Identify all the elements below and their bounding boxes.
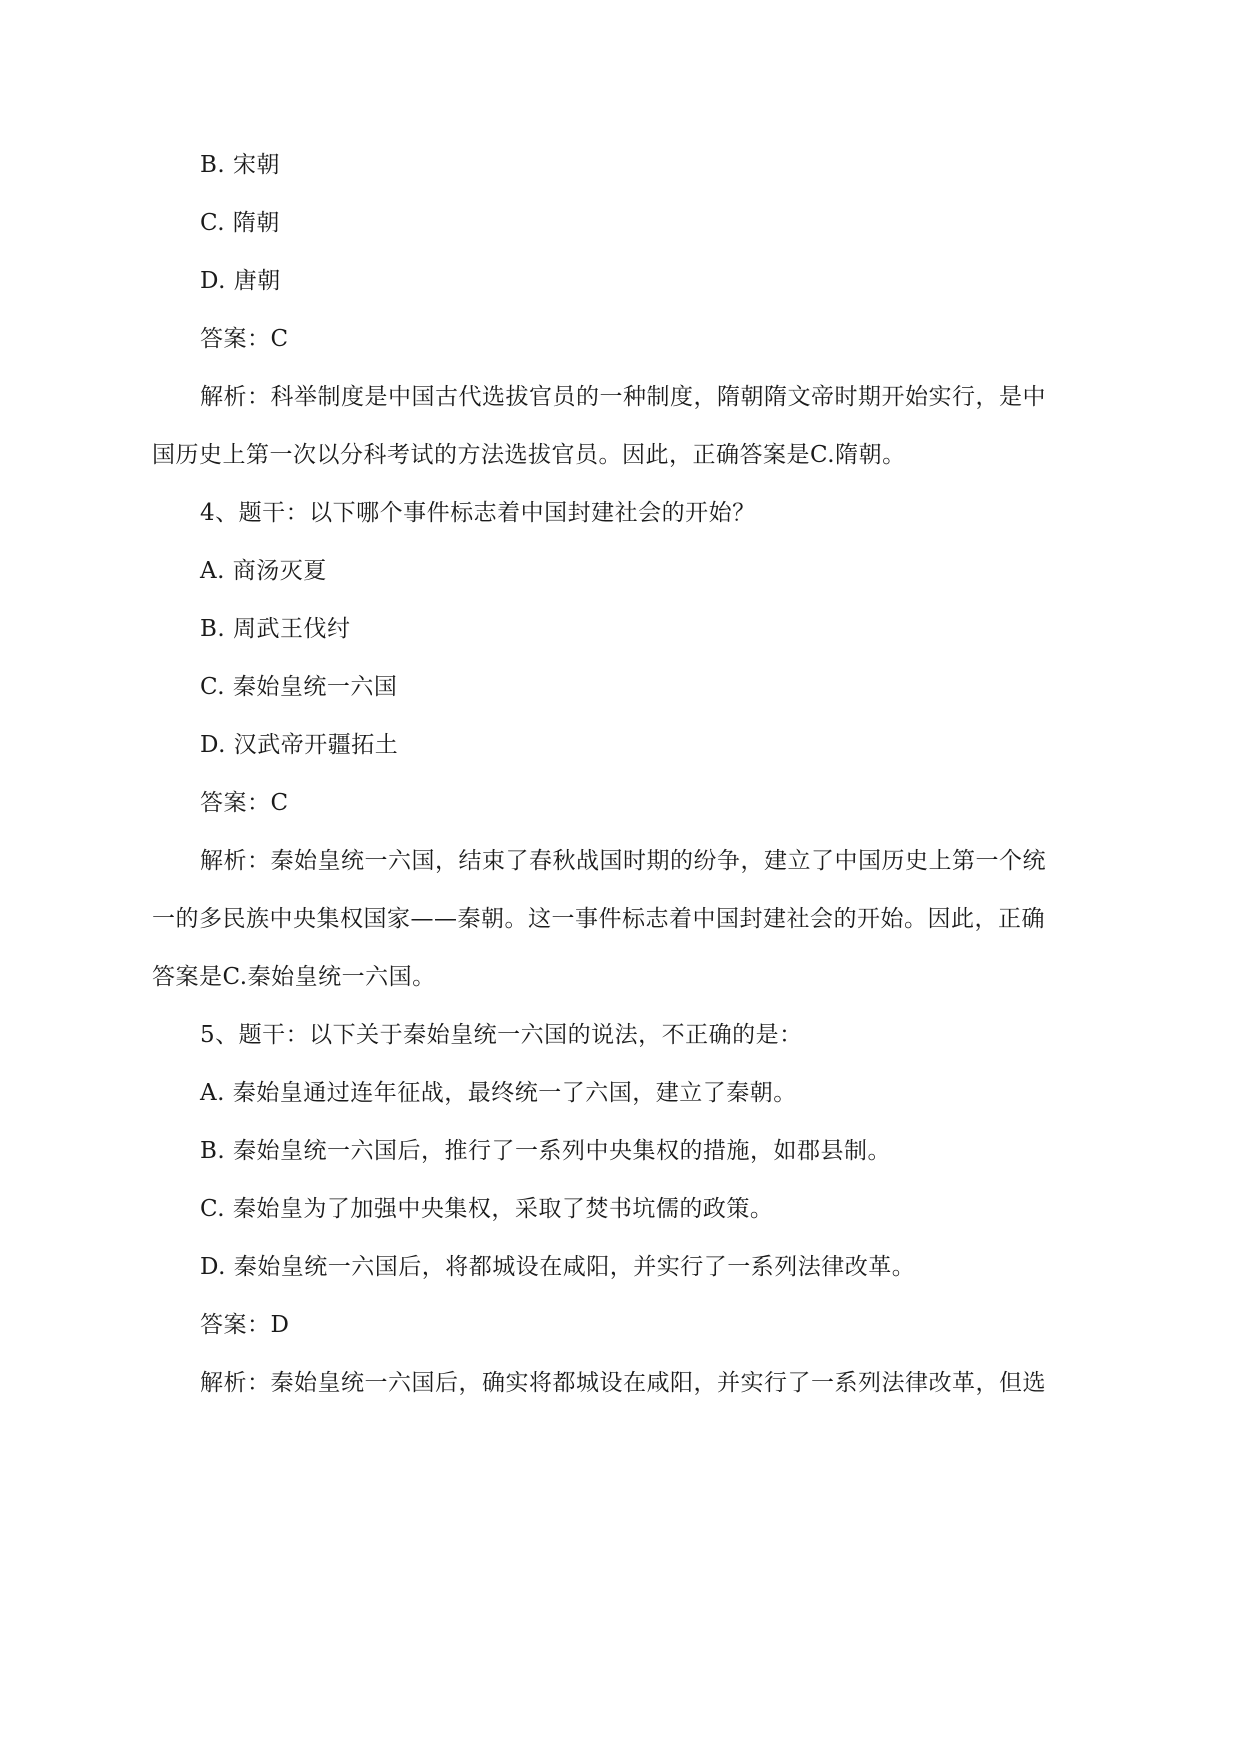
option-c-sui: C. 隋朝 bbox=[200, 210, 280, 236]
q4-option-c: C. 秦始皇统一六国 bbox=[200, 674, 398, 700]
question-4-stem: 4、题干：以下哪个事件标志着中国封建社会的开始？ bbox=[200, 500, 756, 526]
q4-option-d: D. 汉武帝开疆拓土 bbox=[200, 732, 399, 758]
option-b-song: B. 宋朝 bbox=[200, 152, 281, 178]
question-5-stem: 5、题干：以下关于秦始皇统一六国的说法，不正确的是： bbox=[200, 1022, 803, 1048]
analysis-q4-line3: 答案是C.秦始皇统一六国。 bbox=[152, 964, 436, 990]
answer-q5: 答案：D bbox=[200, 1312, 290, 1338]
q5-option-c: C. 秦始皇为了加强中央集权，采取了焚书坑儒的政策。 bbox=[200, 1196, 774, 1222]
analysis-q4-line2: 一的多民族中央集权国家——秦朝。这一事件标志着中国封建社会的开始。因此，正确 bbox=[152, 906, 1045, 932]
q5-option-d: D. 秦始皇统一六国后，将都城设在咸阳，并实行了一系列法律改革。 bbox=[200, 1254, 916, 1280]
q5-option-b: B. 秦始皇统一六国后，推行了一系列中央集权的措施，如郡县制。 bbox=[200, 1138, 892, 1164]
analysis-q5-line1: 解析：秦始皇统一六国后，确实将都城设在咸阳，并实行了一系列法律改革，但选 bbox=[200, 1370, 1046, 1396]
analysis-q3-line1: 解析：科举制度是中国古代选拔官员的一种制度，隋朝隋文帝时期开始实行，是中 bbox=[200, 384, 1046, 410]
analysis-q3-line2: 国历史上第一次以分科考试的方法选拔官员。因此，正确答案是C.隋朝。 bbox=[152, 442, 906, 468]
q5-option-a: A. 秦始皇通过连年征战，最终统一了六国，建立了秦朝。 bbox=[200, 1080, 797, 1106]
analysis-q4-line1: 解析：秦始皇统一六国，结束了春秋战国时期的纷争，建立了中国历史上第一个统 bbox=[200, 848, 1046, 874]
answer-q3: 答案：C bbox=[200, 326, 289, 352]
answer-q4: 答案：C bbox=[200, 790, 289, 816]
q4-option-a: A. 商汤灭夏 bbox=[200, 558, 327, 584]
option-d-tang: D. 唐朝 bbox=[200, 268, 281, 294]
q4-option-b: B. 周武王伐纣 bbox=[200, 616, 351, 642]
